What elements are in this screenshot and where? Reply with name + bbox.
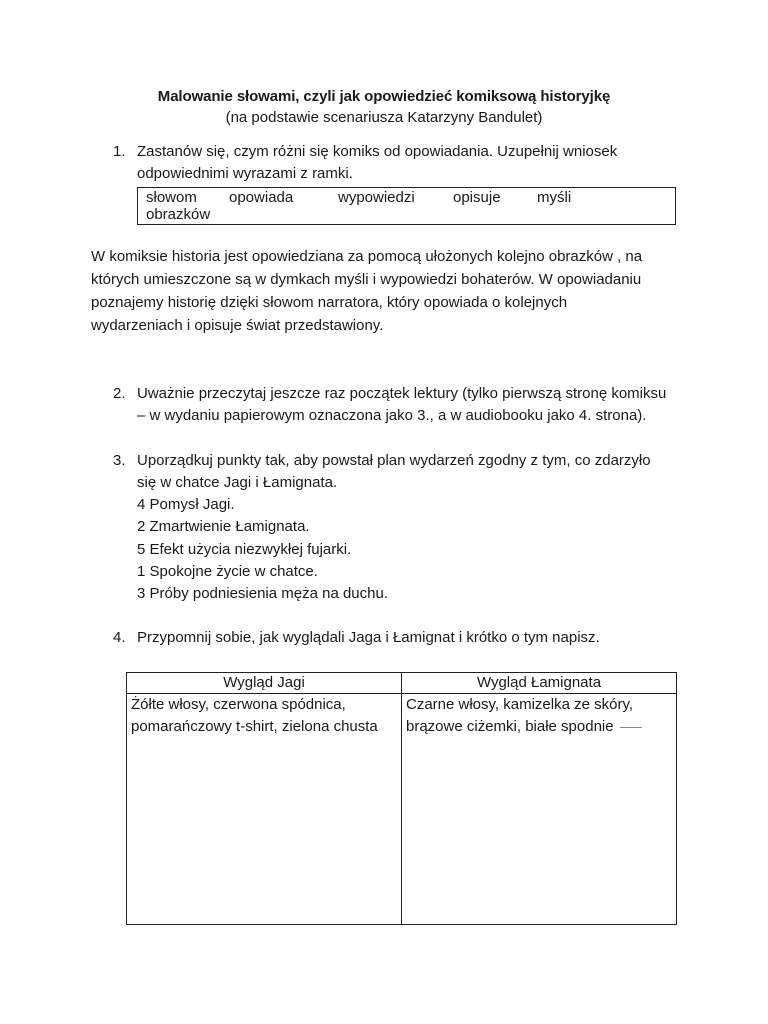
q3-number: 3. <box>113 452 126 469</box>
answer-1-line: poznajemy historię dzięki słowom narratora, który opowiada o kolejnych <box>91 294 568 311</box>
q2-line-1: Uważnie przeczytaj jeszcze raz początek lektury (tylko pierwszą stronę komiksu <box>137 385 667 402</box>
plan-item: 4 Pomysł Jagi. <box>137 496 235 513</box>
q2-number: 2. <box>113 385 126 402</box>
answer-1-line: których umieszczone są w dymkach myśli i wypowiedzi bohaterów. W opowiadaniu <box>91 271 642 288</box>
q3-line-1: Uporządkuj punkty tak, aby powstał plan wydarzeń zgodny z tym, co zdarzyło <box>137 452 651 469</box>
q1-line-2: odpowiednimi wyrazami z ramki. <box>137 165 353 182</box>
document-subtitle: (na podstawie scenariusza Katarzyny Bandulet) <box>225 109 543 126</box>
plan-item: 1 Spokojne życie w chatce. <box>137 563 318 580</box>
plan-item: 3 Próby podniesienia męża na duchu. <box>137 585 389 602</box>
jaga-description-line: Żółte włosy, czerwona spódnica, <box>131 696 346 713</box>
word-box-item: opisuje <box>453 189 501 206</box>
lamignat-description-line: brązowe ciżemki, białe spodnie <box>406 716 672 738</box>
answer-1-line: W komiksie historia jest opowiedziana za pomocą ułożonych kolejno obrazków , na <box>91 248 643 265</box>
word-box-item: myśli <box>537 189 572 206</box>
q4-number: 4. <box>113 629 126 646</box>
q1-number: 1. <box>113 143 126 160</box>
table-header-jaga: Wygląd Jagi <box>127 673 402 694</box>
plan-item: 2 Zmartwienie Łamignata. <box>137 518 310 535</box>
word-box-item: opowiada <box>229 189 294 206</box>
word-box-item: obrazków <box>146 206 211 223</box>
q2-line-2: – w wydaniu papierowym oznaczona jako 3., a w audiobooku jako 4. strona). <box>137 407 647 424</box>
plan-item: 5 Efekt użycia niezwykłej fujarki. <box>137 541 352 558</box>
word-box-item: wypowiedzi <box>338 189 415 206</box>
document-title: Malowanie słowami, czyli jak opowiedzieć komiksową historyjkę <box>157 88 611 105</box>
q3-line-2: się w chatce Jagi i Łamignata. <box>137 474 338 491</box>
table-header-lamignat: Wygląd Łamignata <box>402 673 677 694</box>
word-box <box>137 187 676 225</box>
lamignat-description-line: Czarne włosy, kamizelka ze skóry, <box>406 696 634 713</box>
q1-line-1: Zastanów się, czym różni się komiks od opowiadania. Uzupełnij wniosek <box>137 143 618 160</box>
jaga-description-line: pomarańczowy t-shirt, zielona chusta <box>131 718 378 735</box>
answer-1-line: wydarzeniach i opisuje świat przedstawiony. <box>91 317 384 334</box>
q4-line-1: Przypomnij sobie, jak wyglądali Jaga i Łamignat i krótko o tym napisz. <box>137 629 600 646</box>
jaga-description-cell[interactable] <box>127 694 402 925</box>
appearance-table <box>126 672 677 925</box>
faint-mark <box>620 727 642 728</box>
lamignat-description-cell[interactable] <box>402 694 677 925</box>
word-box-item: słowom <box>146 189 197 206</box>
